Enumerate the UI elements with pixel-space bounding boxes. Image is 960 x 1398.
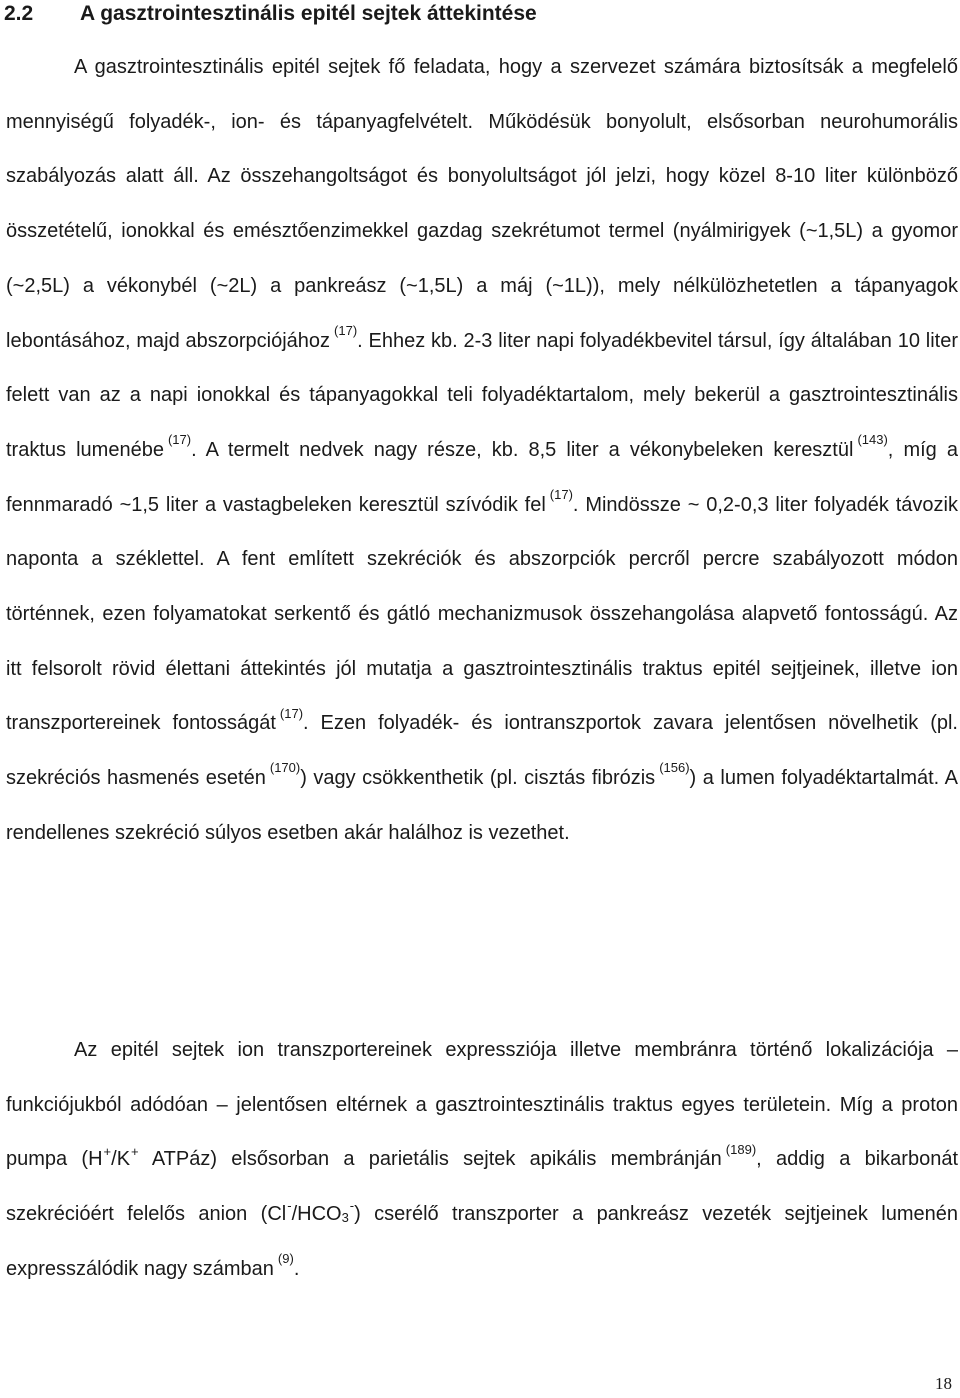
paragraph-text: ) vagy csökkenthetik (pl. cisztás fibrózis [300,767,656,790]
paragraph-overview [6,40,958,861]
paragraph-text: Az epitél sejtek ion transzportereinek expressziója illetve membránra történő lokalizációja – funkciójukból adódóan – jelentősen eltérnek a gasztrointesztinális traktus egyes területein. Míg a proton pumpa (H [6,1039,958,1171]
paragraph-text: . Ehhez kb. 2-3 liter napi folyadékbevitel társul, így általában 10 liter felett van az a napi ionokkal és tápanyagokkal teli folyadéktartalom, mely bekerül a gasztrointesztinális traktus lumenébe [6,329,958,461]
paragraph-text: ) cserélő transzporter a pankreász vezeték sejtjeinek lumenén expresszálódik nagy számban [6,1203,958,1280]
subscript-three: 3 [341,1210,349,1226]
paragraph-text: ) a lumen folyadéktartalmát. A rendellenes szekréció súlyos esetben akár halálhoz is vezethet. [6,767,958,844]
citation: (17) [549,486,573,502]
paragraph-transporters [6,1023,958,1297]
paragraph-text: . Ezen folyadék- és iontranszportok zavara jelentősen növelhetik (pl. szekréciós hasmenés esetén [6,712,958,790]
citation: (189) [725,1141,757,1157]
section-title: A gasztrointesztinális epitél sejtek áttekintése [80,2,537,25]
citation: (156) [659,760,690,776]
charge-superscript: - [287,1198,292,1214]
citation: (17) [279,705,304,721]
citation: (9) [277,1251,294,1267]
citation: (170) [269,760,301,776]
paragraph-text: , addig a bikarbonát szekrécióért felelős anion (Cl [6,1148,959,1226]
charge-superscript: - [349,1198,355,1214]
paragraph-text: ATPáz) elsősorban a parietális sejtek apikális membránján [138,1148,722,1171]
paragraph-text: . A termelt nedvek nagy része, kb. 8,5 liter a vékonybeleken keresztül [191,438,854,461]
section-heading [4,2,537,26]
paragraph-text: , míg a fennmaradó ~1,5 liter a vastagbeleken keresztül szívódik fel [6,438,958,516]
paragraph-text: . Mindössze ~ 0,2-0,3 liter folyadék távozik naponta a széklettel. A fent említett szekréciók és abszorpciók percről percre szabályozott módon történnek, ezen folyamatokat serkentő és gátló mechanizmusok összehangolása alapvető fontosságú. Az itt felsorolt rövid élettani áttekintés jól mutatja a gasztrointesztinális traktus epitél sejtjeinek, illetve ion transzportereinek fontosságát [6,493,958,735]
section-number: 2.2 [4,2,34,25]
citation: (17) [334,322,358,338]
charge-superscript: + [131,1143,139,1159]
charge-superscript: + [103,1143,112,1159]
citation: (17) [167,432,192,448]
citation: (143) [857,432,888,448]
page-number: 18 [935,1374,952,1393]
paragraph-text: . [293,1257,300,1280]
paragraph-text: /HCO [291,1203,342,1226]
paragraph-text: A gasztrointesztinális epitél sejtek fő feladata, hogy a szervezet számára biztosítsák a megfelelő mennyiségű folyadék-, ion- és tápanyagfelvételt. Működésük bonyolult, elsősorban neurohumorális szabályozás alatt áll. Az összehangoltságot és bonyolultságot jól jelzi, hogy közel 8-10 liter különböző összetételű, ionokkal és emésztőenzimekkel gazdag szekrétumot termel (nyálmirigyek (~1,5L) a gyomor (~2,5L) a vékonybél (~2L) a pankreász (~1,5L) a máj (~1L)), mely nélkülözhetetlen a tápanyagok lebontásához, majd abszorpciójához [6,56,958,352]
paragraph-text: /K [111,1148,131,1171]
